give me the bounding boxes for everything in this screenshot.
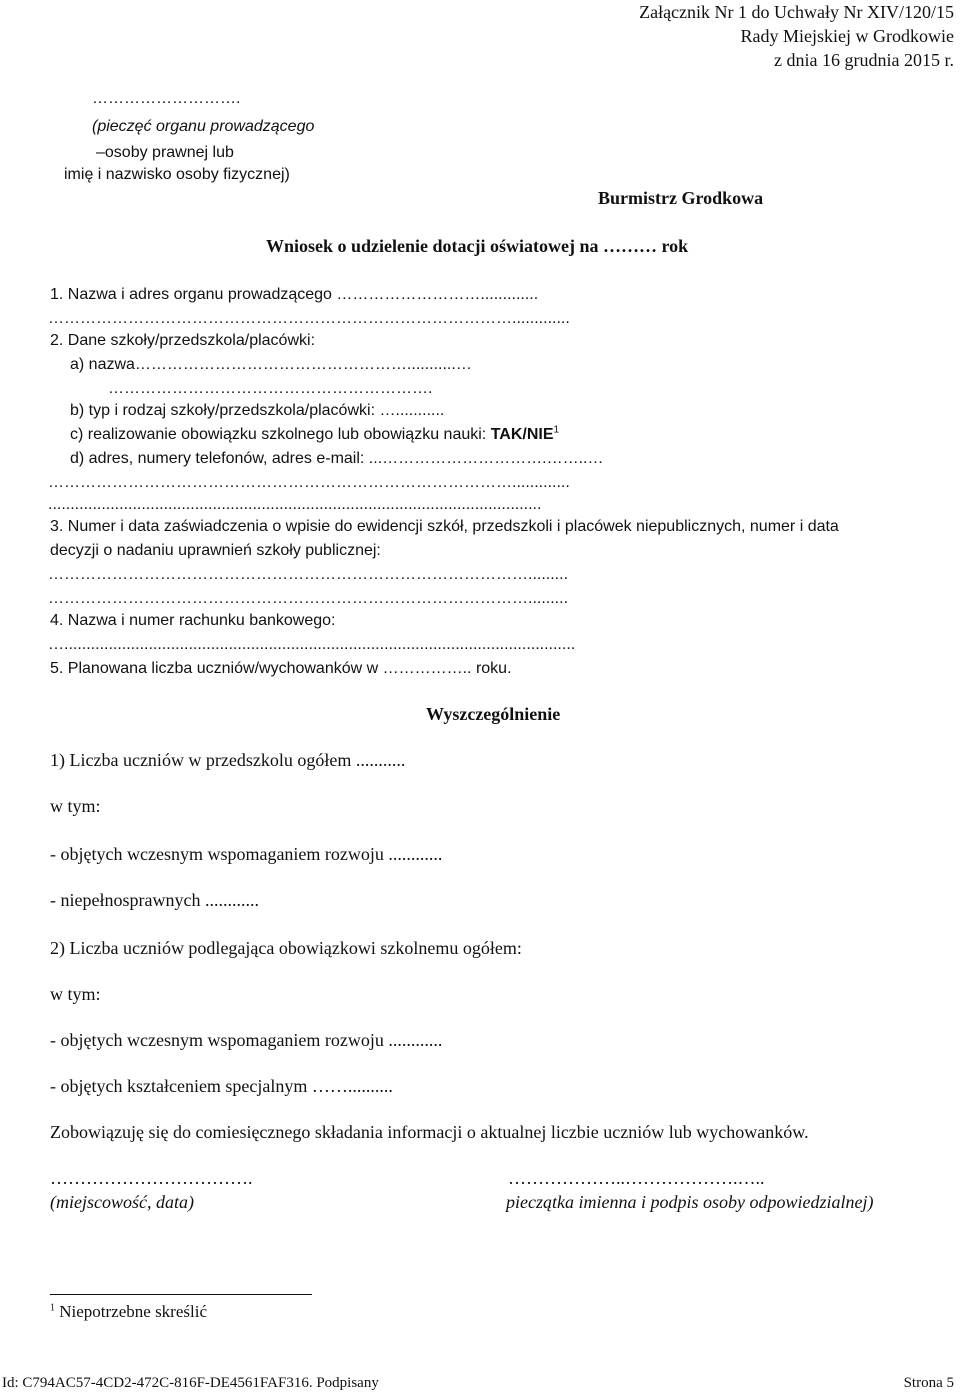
- section-2: 2. Dane szkoły/przedszkola/placówki:: [50, 332, 316, 349]
- footnote: [50, 1302, 207, 1322]
- footnote-text: Niepotrzebne skreślić: [55, 1302, 207, 1321]
- stamp-line-3: imię i nazwisko osoby fizycznej): [64, 166, 290, 183]
- stamp-dots: ……………………….: [92, 90, 241, 107]
- section-1-dots: …………………………………………………………………………….............: [48, 310, 570, 327]
- attachment-header: [639, 0, 954, 72]
- section-2a: a) nazwa……………………………………………...........…: [70, 356, 472, 373]
- footnote-number: 1: [50, 1302, 55, 1314]
- commitment-statement: Zobowiązuję się do comiesięcznego składania informacji o aktualnej liczbie uczniów lub wychowanków.: [50, 1122, 809, 1142]
- header-line-1: Załącznik Nr 1 do Uchwały Nr XIV/120/15: [639, 2, 954, 22]
- spec-line-1a: - objętych wczesnym wspomaganiem rozwoju ............: [50, 844, 443, 864]
- section-3-dots-1: ……………………………………………………………………………….........: [48, 566, 569, 583]
- stamp-line-1: (pieczęć organu prowadzącego: [92, 118, 315, 135]
- footnote-divider: [50, 1294, 312, 1295]
- section-5: 5. Planowana liczba uczniów/wychowanków w …………….. roku.: [50, 660, 512, 677]
- section-2c-text: c) realizowanie obowiązku szkolnego lub obowiązku nauki:: [70, 426, 491, 443]
- signature-label: pieczątka imienna i podpis osoby odpowiedzialnej): [506, 1192, 874, 1212]
- section-4: 4. Nazwa i numer rachunku bankowego:: [50, 612, 336, 629]
- section-3-line-2: decyzji o nadaniu uprawnień szkoły publicznej:: [50, 542, 381, 559]
- place-date-dots: …………………………….: [50, 1168, 253, 1188]
- spec-line-2: 2) Liczba uczniów podlegająca obowiązkowi szkolnemu ogółem:: [50, 938, 522, 958]
- page-number: Strona 5: [903, 1375, 954, 1391]
- place-date-label: (miejscowość, data): [50, 1192, 194, 1212]
- spec-wtym-1: w tym:: [50, 796, 101, 816]
- signature-dots: ………………..……………….…..: [508, 1168, 765, 1188]
- header-line-3: z dnia 16 grudnia 2015 r.: [774, 50, 954, 70]
- spec-wtym-2: w tym:: [50, 984, 101, 1004]
- spec-line-1: 1) Liczba uczniów w przedszkolu ogółem ...........: [50, 750, 406, 770]
- section-3-dots-2: ……………………………………………………………………………….........: [48, 590, 569, 607]
- section-2d-dots-2: ...............................................................................................................: [48, 496, 542, 513]
- section-1: 1. Nazwa i adres organu prowadzącego ……………………….............: [50, 286, 539, 303]
- spec-line-1b: - niepełnosprawnych ............: [50, 890, 259, 910]
- addressee: Burmistrz Grodkowa: [598, 188, 764, 208]
- section-2b: b) typ i rodzaj szkoły/przedszkola/placówki: …...........: [70, 402, 445, 419]
- section-2c: [70, 426, 559, 444]
- spec-line-2b: - objętych kształceniem specjalnym ……..........: [50, 1076, 393, 1096]
- section-2d-dots-1: …………………………………………………………………………….............: [48, 474, 570, 491]
- document-id: Id: C794AC57-4CD2-472C-816F-DE4561FAF316. Podpisany: [2, 1375, 379, 1391]
- spec-heading: Wyszczególnienie: [426, 704, 561, 724]
- tak-nie-option: TAK/NIE: [490, 426, 554, 443]
- stamp-line-2: –osoby prawnej lub: [96, 144, 234, 161]
- section-2a-dots: …………………………………………………….: [108, 380, 433, 397]
- section-2d: d) adres, numery telefonów, adres e-mail: ...………………………….……..…: [70, 450, 604, 467]
- section-4-dots: …...................................................................................................................: [48, 636, 576, 653]
- section-3-line-1: 3. Numer i data zaświadczenia o wpisie do ewidencji szkół, przedszkoli i placówek niepublicznych, numer i data: [50, 518, 839, 535]
- document-title: Wniosek o udzielenie dotacji oświatowej na ……… rok: [266, 236, 689, 256]
- header-line-2: Rady Miejskiej w Grodkowie: [740, 26, 954, 46]
- footnote-ref: 1: [553, 424, 560, 436]
- spec-line-2a: - objętych wczesnym wspomaganiem rozwoju ............: [50, 1030, 443, 1050]
